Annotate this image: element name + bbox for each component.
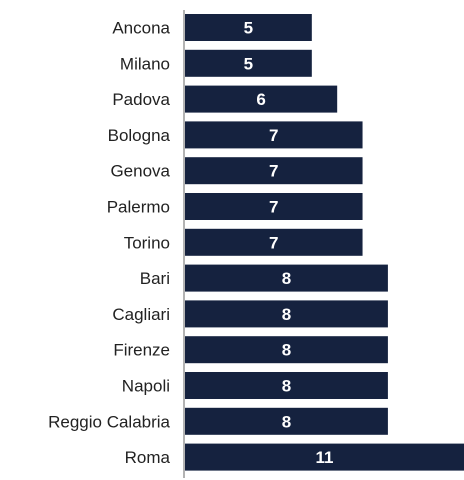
data-label: 7: [269, 161, 279, 181]
data-label: 5: [243, 54, 254, 74]
data-label: 7: [269, 233, 279, 253]
category-label: Reggio Calabria: [48, 412, 170, 432]
bars-group: [48, 14, 464, 471]
category-label: Padova: [112, 90, 170, 110]
category-label: Napoli: [121, 376, 170, 396]
category-label: Palermo: [106, 197, 170, 217]
category-label: Torino: [123, 233, 170, 253]
category-label: Cagliari: [112, 304, 170, 324]
category-label: Genova: [110, 161, 170, 181]
data-label: 8: [281, 304, 292, 324]
data-label: 7: [269, 125, 279, 145]
category-label: Bari: [139, 269, 170, 289]
data-label: 8: [281, 340, 292, 360]
category-label: Firenze: [113, 340, 170, 360]
data-label: 11: [315, 448, 334, 468]
data-label: 7: [269, 197, 279, 217]
data-label: 8: [281, 376, 292, 396]
category-label: Bologna: [107, 125, 170, 145]
data-label: 8: [281, 412, 292, 432]
data-label: 8: [281, 269, 292, 289]
category-label: Milano: [119, 54, 170, 74]
category-label: Roma: [124, 448, 170, 468]
category-label: Ancona: [112, 18, 170, 38]
data-label: 6: [256, 90, 266, 110]
data-label: 5: [243, 18, 254, 38]
